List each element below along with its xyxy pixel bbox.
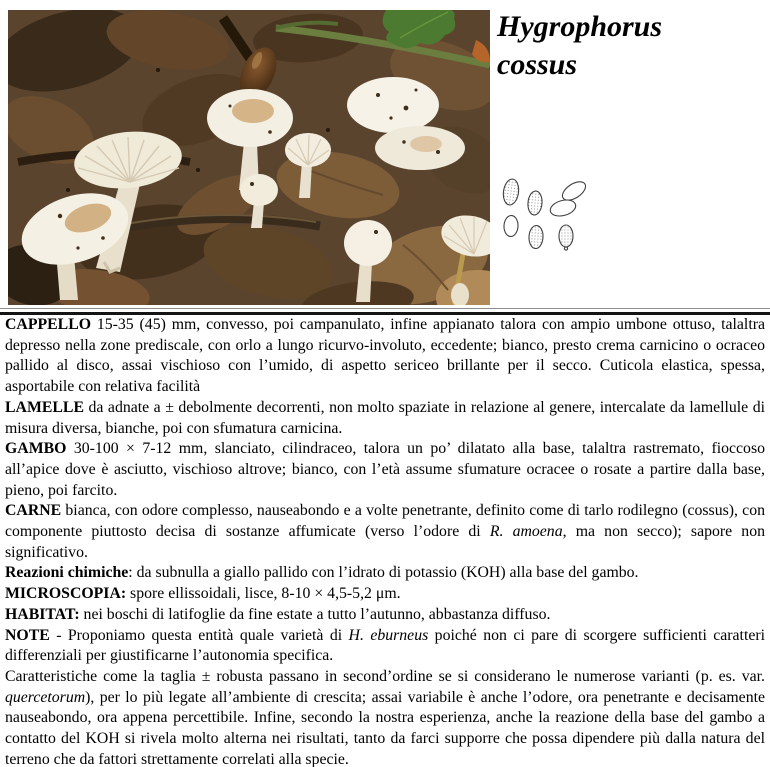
section-label: GAMBO	[5, 440, 67, 458]
text-run: nei boschi di latifoglie da fine estate a tutto l’autunno, abbastanza diffuso.	[79, 605, 551, 623]
paragraph	[5, 626, 765, 667]
section-label: CAPPELLO	[5, 316, 92, 333]
paragraph	[5, 315, 765, 398]
text-run: quercetorum	[5, 688, 86, 706]
paragraph	[5, 439, 765, 501]
title-genus: Hygrophorus	[497, 10, 663, 43]
text-run: ), per lo più legate all’ambiente di crescita; assai variabile è anche l’odore, ora penetrante e decisamente nauseabondo, ora appena percettibile. Infine, secondo la nostra esperienza, anche la reazione della base del gambo a contatto del KOH si rivela molto alterna nei risultati, tanto da farci supporre che possa dipendere più dalla natura del terreno che da fattori strettamente correlati alla specie.	[5, 688, 765, 767]
mushroom-photo	[8, 10, 490, 305]
text-run: R. amoena	[489, 523, 563, 541]
paragraph	[5, 584, 765, 605]
paragraph	[5, 605, 765, 626]
text-run: 30-100 × 7-12 mm, slanciato, cilindraceo, talora un po’ dilatato alla base, talaltra rastremato, fioccoso all’apice dove è asciutto, vischioso altrove; bianco, con l’età assume sfumature ocracee o rosate a partire dalla base, pieno, poi farcito.	[5, 440, 765, 499]
section-label: CARNE	[5, 502, 62, 520]
text-run: Caratteristiche come la taglia ± robusta passano in second’ordine se si considerano le numerose varianti (p. es. var.	[5, 667, 765, 685]
spore-drawing	[492, 160, 612, 270]
spore	[503, 215, 518, 237]
text-run: spore ellissoidali, lisce, 8-10 × 4,5-5,2 μm.	[126, 585, 401, 603]
section-label: LAMELLE	[5, 398, 84, 416]
spore	[502, 178, 520, 206]
spore-apiculus	[564, 247, 567, 250]
text-run: , ma non secco); sapore non significativo.	[5, 523, 765, 561]
spore	[549, 197, 578, 218]
mushroom-photo-illustration	[8, 10, 490, 305]
paragraph	[5, 563, 765, 584]
mushroom-right-mid	[375, 126, 465, 170]
section-divider	[0, 308, 770, 315]
text-run: bianca, con odore complesso, nauseabondo e a volte penetrante, definito come di tarlo rodilegno (cossus), con componente piuttosto decisa di sostanze affumicate (verso l’odore di	[5, 502, 765, 541]
paragraph	[5, 398, 765, 439]
section-label: Reazioni chimiche	[5, 564, 129, 582]
text-run: da adnate a ± debolmente decorrenti, non molto spaziate in relazione al genere, intercalate da lamellule di misura diversa, bianche, poi con sfumatura carnicina.	[5, 398, 765, 437]
text-run: H. eburneus	[348, 626, 429, 644]
text-run: poiché non ci pare di scorgere sufficienti caratteri differenziali per giustificarne l’autonomia specifica.	[5, 626, 765, 665]
section-label: MICROSCOPIA:	[5, 585, 127, 603]
spore	[528, 225, 543, 249]
title-species: cossus	[497, 48, 578, 81]
text-run: - Proponiamo questa entità quale varietà di	[49, 626, 349, 644]
spore	[527, 190, 543, 215]
spore	[559, 225, 573, 247]
paragraph	[5, 667, 765, 767]
text-run: : da subnulla a giallo pallido con l’idrato di potassio (KOH) alla base del gambo.	[128, 564, 639, 582]
species-title	[497, 8, 762, 84]
mushroom-right-top	[347, 77, 439, 133]
description-text	[5, 315, 765, 767]
section-label: HABITAT:	[5, 605, 80, 623]
paragraph	[5, 501, 765, 563]
section-label: NOTE	[5, 626, 50, 644]
text-run: 15-35 (45) mm, convesso, poi campanulato, infine appianato talora con ampio umbone ottuso, talaltra depresso nella zone prediscale, con orlo a lungo ricurvo-involuto, eccedente; bianco, presto crema carnicino o ocraceo pallido al disco, assai vischioso con l’umido, di aspetto sericeo brillante per il secco. Cuticola elastica, spessa, asportabile con relativa facilità	[5, 316, 765, 396]
